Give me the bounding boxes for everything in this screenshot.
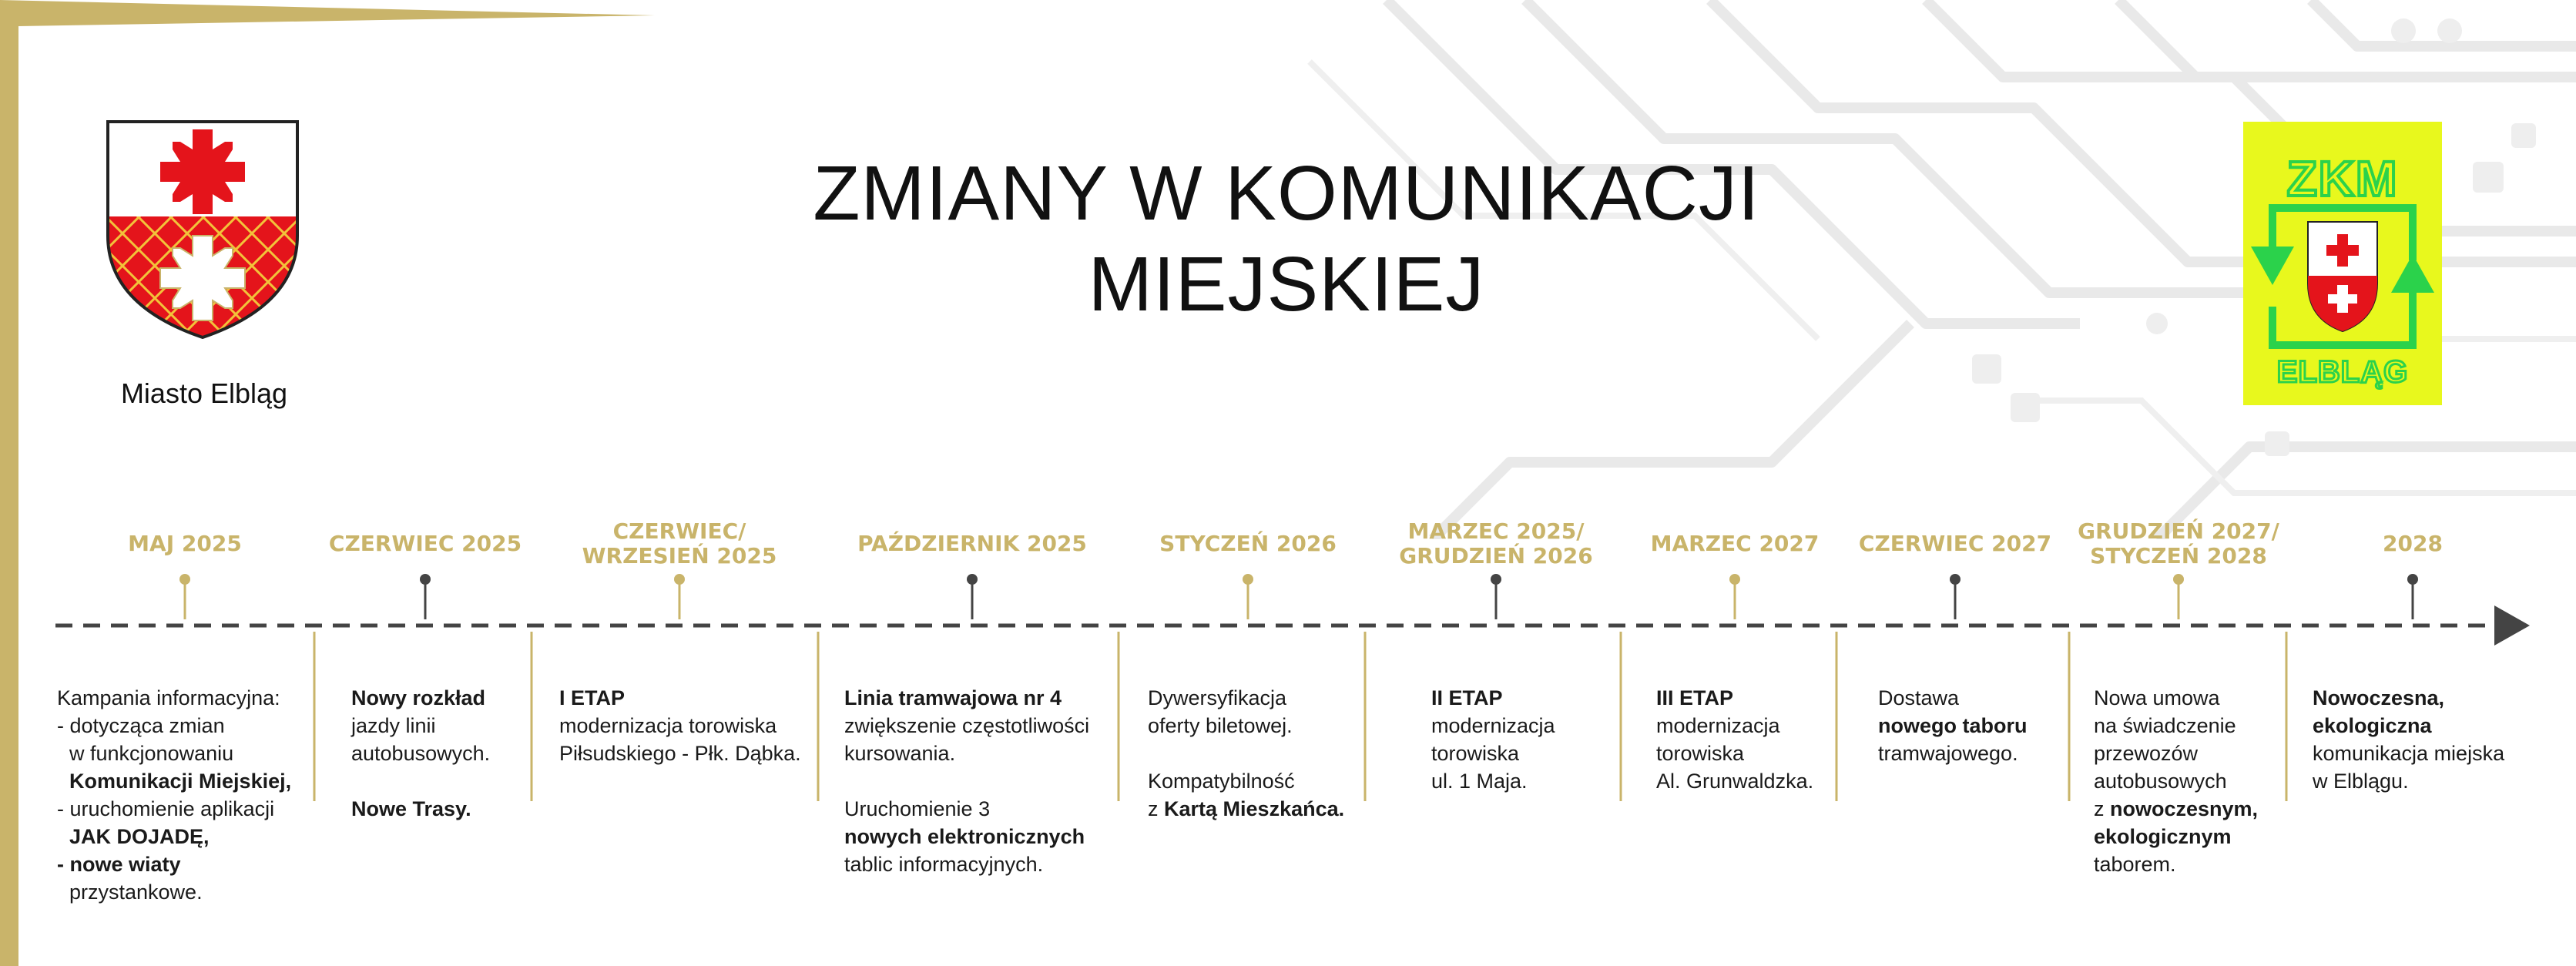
title-line-1: ZMIANY W KOMUNIKACJI [813, 150, 1760, 236]
description-marzec-2027: III ETAP modernizacja torowiska Al. Grunwaldzka. [1656, 686, 1814, 793]
title-line-2: MIEJSKIEJ [1088, 241, 1485, 327]
description-maj-2025: Kampania informacyjna: - dotycząca zmian w funkcjonowaniu Komunikacji Miejskiej, - uruchomienie aplikacji JAK DOJADĘ, - nowe wiaty przystankowe. [57, 686, 292, 904]
description-grudzien-styczen: Nowa umowa na świadczenie przewozów autobusowych z nowoczesnym, ekologicznym taborem. [2094, 686, 2259, 876]
description-czerwiec-2025: Nowy rozkład jazdy linii autobusowych. Nowe Trasy. [351, 686, 491, 820]
period-label-2028: 2028 [2383, 531, 2443, 556]
period-label-czerwiec-2025: CZERWIEC 2025 [328, 531, 522, 556]
period-label-styczen-2026: STYCZEŃ 2026 [1159, 531, 1337, 556]
timeline-markers [179, 574, 2418, 619]
zkm-logo [2243, 122, 2442, 405]
period-label-czerwiec-wrzesien-2025: CZERWIEC/ WRZESIEŃ 2025 [582, 518, 777, 569]
description-czerwiec-wrzesien-2025: I ETAP modernizacja torowiska Piłsudskiego - Płk. Dąbka. [559, 686, 801, 765]
description-pazdziernik-2025: Linia tramwajowa nr 4 zwiększenie częstotliwości kursowania. Uruchomienie 3 nowych elektronicznych tablic informacyjnych. [844, 686, 1090, 876]
page-title [662, 148, 1910, 330]
description-2028: Nowoczesna, ekologiczna komunikacja miejska w Elblągu. [2313, 686, 2505, 793]
description-czerwiec-2027: Dostawa nowego taboru tramwajowego. [1878, 686, 2028, 765]
city-name-label: Miasto Elbląg [120, 377, 288, 409]
period-label-pazdziernik-2025: PAŹDZIERNIK 2025 [857, 531, 1087, 556]
city-crest-icon [106, 120, 299, 339]
zkm-logo-bottom-text: ELBLĄG [2276, 355, 2409, 389]
description-marzec-grudzien: II ETAP modernizacja torowiska ul. 1 Maja. [1431, 686, 1555, 793]
period-label-grudzien-styczen: GRUDZIEŃ 2027/ STYCZEŃ 2028 [2078, 518, 2279, 569]
description-styczen-2026: Dywersyfikacja oferty biletowej. Kompatybilność z Kartą Mieszkańca. [1148, 686, 1345, 820]
zkm-logo-top-text: ZKM [2286, 151, 2399, 206]
period-label-marzec-2027: MARZEC 2027 [1650, 531, 1820, 556]
period-label-maj-2025: MAJ 2025 [128, 531, 242, 556]
period-label-czerwiec-2027: CZERWIEC 2027 [1858, 531, 2052, 556]
period-label-marzec-grudzien: MARZEC 2025/ GRUDZIEŃ 2026 [1399, 518, 1593, 569]
timeline-arrow-head [2494, 605, 2530, 646]
